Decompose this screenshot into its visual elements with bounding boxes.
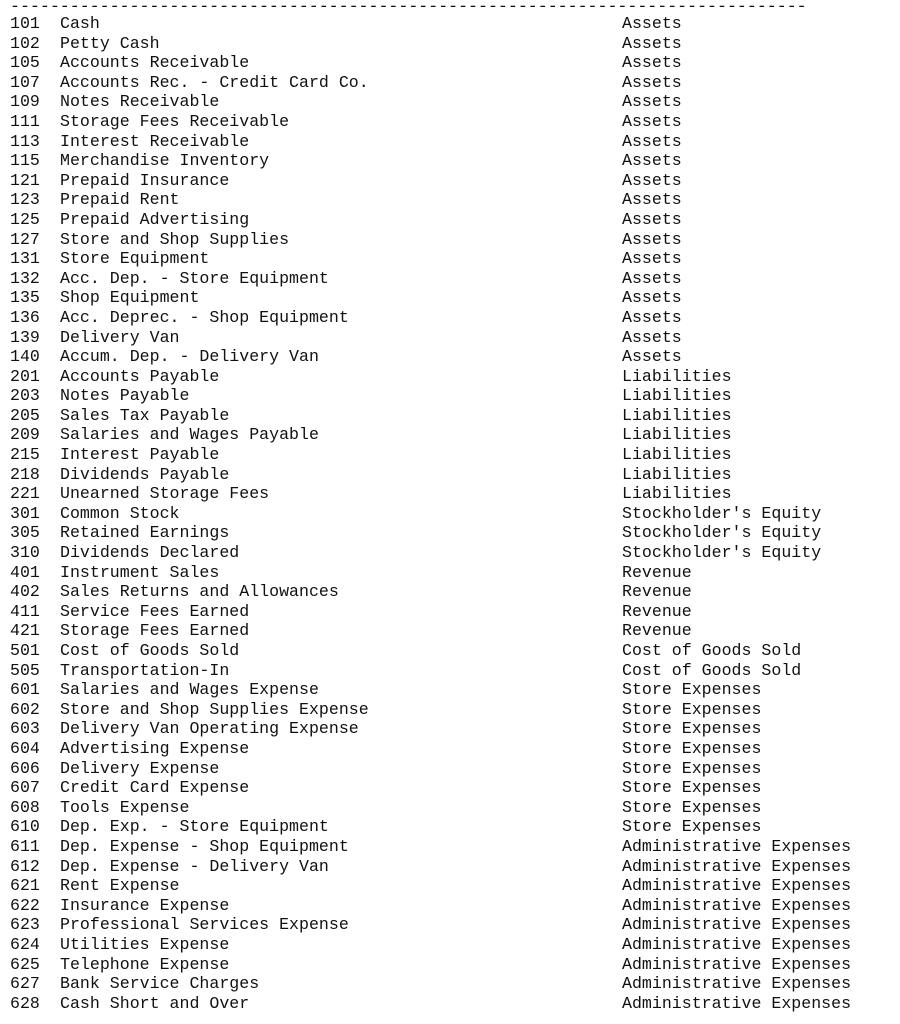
- account-category: Administrative Expenses: [622, 836, 852, 856]
- account-category: Administrative Expenses: [622, 954, 852, 974]
- account-name: Salaries and Wages Expense: [60, 680, 319, 700]
- account-row: [10, 915, 890, 935]
- account-number: 139: [10, 327, 40, 347]
- account-number: 601: [10, 680, 40, 700]
- account-name: Prepaid Advertising: [60, 209, 250, 229]
- account-number: 501: [10, 641, 40, 660]
- account-category: Store Expenses: [622, 797, 762, 817]
- account-name: Dep. Expense - Delivery Van: [60, 856, 329, 876]
- account-name: Tools Expense: [60, 797, 190, 817]
- account-category: Store Expenses: [622, 817, 762, 837]
- account-name: Petty Cash: [60, 33, 160, 53]
- account-row: [10, 171, 890, 191]
- separator-line: --------------------------------------------------------------------------------: [10, 0, 807, 14]
- account-name: Delivery Expense: [60, 758, 220, 778]
- account-number: 610: [10, 817, 40, 837]
- account-row: [10, 759, 890, 779]
- account-number: 102: [10, 33, 40, 53]
- account-category: Administrative Expenses: [622, 915, 852, 935]
- account-category: Administrative Expenses: [622, 993, 852, 1013]
- account-name: Store Equipment: [60, 249, 210, 269]
- account-name: Rent Expense: [60, 876, 180, 896]
- account-name: Transportation-In: [60, 660, 230, 680]
- account-category: Assets: [622, 327, 682, 347]
- account-number: 505: [10, 660, 40, 680]
- account-number: 105: [10, 53, 40, 73]
- account-category: Store Expenses: [622, 699, 762, 719]
- account-row: [10, 974, 890, 994]
- account-row: [10, 523, 890, 543]
- account-number: 305: [10, 523, 40, 543]
- account-name: Utilities Expense: [60, 934, 230, 954]
- account-name: Notes Receivable: [60, 92, 220, 112]
- account-name: Prepaid Insurance: [60, 170, 230, 190]
- account-row: [10, 876, 890, 896]
- account-number: 221: [10, 484, 40, 504]
- account-name: Professional Services Expense: [60, 915, 349, 935]
- account-name: Dep. Exp. - Store Equipment: [60, 817, 329, 837]
- account-number: 301: [10, 503, 40, 523]
- account-number: 624: [10, 934, 40, 954]
- account-number: 135: [10, 288, 40, 308]
- account-list: [10, 14, 890, 1013]
- account-row: [10, 504, 890, 524]
- account-category: Assets: [622, 307, 682, 327]
- account-category: Cost of Goods Sold: [622, 641, 802, 660]
- account-category: Liabilities: [622, 464, 732, 484]
- account-row: [10, 719, 890, 739]
- account-row: [10, 288, 890, 308]
- account-name: Accum. Dep. - Delivery Van: [60, 347, 319, 367]
- account-category: Administrative Expenses: [622, 856, 852, 876]
- account-name: Prepaid Rent: [60, 190, 180, 210]
- account-number: 608: [10, 797, 40, 817]
- account-name: Interest Payable: [60, 445, 220, 465]
- account-row: [10, 406, 890, 426]
- account-category: Store Expenses: [622, 778, 762, 798]
- account-category: Administrative Expenses: [622, 934, 852, 954]
- account-category: Assets: [622, 131, 682, 151]
- account-row: [10, 700, 890, 720]
- account-row: [10, 53, 890, 73]
- account-name: Sales Tax Payable: [60, 405, 230, 425]
- account-category: Liabilities: [622, 445, 732, 465]
- account-name: Delivery Van Operating Expense: [60, 719, 359, 739]
- account-number: 607: [10, 778, 40, 798]
- account-category: Assets: [622, 249, 682, 269]
- account-category: Liabilities: [622, 366, 732, 386]
- account-category: Assets: [622, 209, 682, 229]
- account-row: [10, 955, 890, 975]
- account-number: 606: [10, 758, 40, 778]
- account-category: Store Expenses: [622, 680, 762, 700]
- account-row: [10, 249, 890, 269]
- account-category: Store Expenses: [622, 738, 762, 758]
- account-category: Assets: [622, 14, 682, 33]
- account-row: [10, 112, 890, 132]
- account-number: 621: [10, 876, 40, 896]
- account-name: Common Stock: [60, 503, 180, 523]
- account-row: [10, 210, 890, 230]
- account-number: 411: [10, 601, 40, 621]
- account-row: [10, 230, 890, 250]
- account-name: Salaries and Wages Payable: [60, 425, 319, 445]
- account-number: 127: [10, 229, 40, 249]
- account-name: Accounts Receivable: [60, 53, 250, 73]
- account-category: Liabilities: [622, 405, 732, 425]
- account-number: 612: [10, 856, 40, 876]
- account-name: Service Fees Earned: [60, 601, 250, 621]
- account-row: [10, 621, 890, 641]
- account-number: 627: [10, 974, 40, 994]
- account-category: Liabilities: [622, 425, 732, 445]
- account-number: 602: [10, 699, 40, 719]
- account-category: Assets: [622, 53, 682, 73]
- account-name: Dividends Payable: [60, 464, 230, 484]
- account-name: Delivery Van: [60, 327, 180, 347]
- account-name: Interest Receivable: [60, 131, 250, 151]
- account-row: [10, 92, 890, 112]
- account-name: Cash: [60, 14, 100, 33]
- account-name: Unearned Storage Fees: [60, 484, 270, 504]
- account-row: [10, 386, 890, 406]
- account-row: [10, 308, 890, 328]
- account-row: [10, 661, 890, 681]
- account-category: Revenue: [622, 562, 692, 582]
- account-category: Revenue: [622, 582, 692, 602]
- account-category: Assets: [622, 288, 682, 308]
- account-category: Assets: [622, 229, 682, 249]
- account-number: 603: [10, 719, 40, 739]
- account-category: Assets: [622, 92, 682, 112]
- account-row: [10, 896, 890, 916]
- account-row: [10, 857, 890, 877]
- account-name: Shop Equipment: [60, 288, 200, 308]
- account-row: [10, 641, 890, 661]
- account-name: Storage Fees Receivable: [60, 111, 290, 131]
- account-row: [10, 347, 890, 367]
- account-name: Store and Shop Supplies: [60, 229, 290, 249]
- account-row: [10, 563, 890, 583]
- account-name: Merchandise Inventory: [60, 151, 270, 171]
- account-number: 115: [10, 151, 40, 171]
- account-row: [10, 935, 890, 955]
- account-category: Cost of Goods Sold: [622, 660, 802, 680]
- account-row: [10, 602, 890, 622]
- account-row: [10, 445, 890, 465]
- account-row: [10, 543, 890, 563]
- account-row: [10, 34, 890, 54]
- account-name: Accounts Payable: [60, 366, 220, 386]
- account-row: [10, 994, 890, 1014]
- account-category: Liabilities: [622, 484, 732, 504]
- account-category: Revenue: [622, 621, 692, 641]
- account-category: Assets: [622, 170, 682, 190]
- account-name: Bank Service Charges: [60, 974, 260, 994]
- account-row: [10, 817, 890, 837]
- account-category: Store Expenses: [622, 719, 762, 739]
- account-number: 203: [10, 386, 40, 406]
- account-row: [10, 680, 890, 700]
- account-number: 101: [10, 14, 40, 33]
- account-category: Revenue: [622, 601, 692, 621]
- account-row: [10, 367, 890, 387]
- account-category: Liabilities: [622, 386, 732, 406]
- account-number: 611: [10, 836, 40, 856]
- account-number: 109: [10, 92, 40, 112]
- account-number: 628: [10, 993, 40, 1013]
- account-name: Sales Returns and Allowances: [60, 582, 339, 602]
- account-number: 623: [10, 915, 40, 935]
- account-name: Cost of Goods Sold: [60, 641, 240, 660]
- account-number: 401: [10, 562, 40, 582]
- account-name: Cash Short and Over: [60, 993, 250, 1013]
- account-number: 107: [10, 72, 40, 92]
- account-row: [10, 837, 890, 857]
- account-number: 140: [10, 347, 40, 367]
- account-name: Notes Payable: [60, 386, 190, 406]
- account-row: [10, 739, 890, 759]
- account-number: 215: [10, 445, 40, 465]
- account-row: [10, 582, 890, 602]
- account-category: Assets: [622, 347, 682, 367]
- account-row: [10, 425, 890, 445]
- account-number: 402: [10, 582, 40, 602]
- account-category: Assets: [622, 268, 682, 288]
- account-name: Telephone Expense: [60, 954, 230, 974]
- account-row: [10, 73, 890, 93]
- account-category: Stockholder's Equity: [622, 543, 822, 563]
- account-name: Advertising Expense: [60, 738, 250, 758]
- account-category: Assets: [622, 190, 682, 210]
- account-name: Acc. Deprec. - Shop Equipment: [60, 307, 349, 327]
- account-number: 625: [10, 954, 40, 974]
- account-number: 218: [10, 464, 40, 484]
- account-category: Administrative Expenses: [622, 974, 852, 994]
- account-row: [10, 132, 890, 152]
- account-row: [10, 14, 890, 34]
- account-number: 111: [10, 111, 40, 131]
- account-name: Store and Shop Supplies Expense: [60, 699, 369, 719]
- account-category: Stockholder's Equity: [622, 523, 822, 543]
- account-row: [10, 484, 890, 504]
- account-row: [10, 151, 890, 171]
- account-number: 201: [10, 366, 40, 386]
- account-name: Insurance Expense: [60, 895, 230, 915]
- account-category: Assets: [622, 111, 682, 131]
- account-category: Administrative Expenses: [622, 876, 852, 896]
- account-category: Stockholder's Equity: [622, 503, 822, 523]
- account-number: 121: [10, 170, 40, 190]
- account-row: [10, 190, 890, 210]
- account-name: Storage Fees Earned: [60, 621, 250, 641]
- account-row: [10, 465, 890, 485]
- account-category: Store Expenses: [622, 758, 762, 778]
- account-name: Instrument Sales: [60, 562, 220, 582]
- account-number: 123: [10, 190, 40, 210]
- account-number: 421: [10, 621, 40, 641]
- account-name: Dep. Expense - Shop Equipment: [60, 836, 349, 856]
- account-row: [10, 269, 890, 289]
- account-number: 604: [10, 738, 40, 758]
- account-category: Assets: [622, 151, 682, 171]
- account-number: 131: [10, 249, 40, 269]
- account-number: 310: [10, 543, 40, 563]
- account-name: Acc. Dep. - Store Equipment: [60, 268, 329, 288]
- account-number: 622: [10, 895, 40, 915]
- account-row: [10, 328, 890, 348]
- account-name: Credit Card Expense: [60, 778, 250, 798]
- account-number: 113: [10, 131, 40, 151]
- account-number: 136: [10, 307, 40, 327]
- account-number: 132: [10, 268, 40, 288]
- account-number: 125: [10, 209, 40, 229]
- account-row: [10, 798, 890, 818]
- account-category: Assets: [622, 72, 682, 92]
- account-row: [10, 778, 890, 798]
- account-name: Dividends Declared: [60, 543, 240, 563]
- account-number: 209: [10, 425, 40, 445]
- account-name: Accounts Rec. - Credit Card Co.: [60, 72, 369, 92]
- account-name: Retained Earnings: [60, 523, 230, 543]
- account-category: Assets: [622, 33, 682, 53]
- chart-of-accounts: [10, 0, 890, 1013]
- account-number: 205: [10, 405, 40, 425]
- account-category: Administrative Expenses: [622, 895, 852, 915]
